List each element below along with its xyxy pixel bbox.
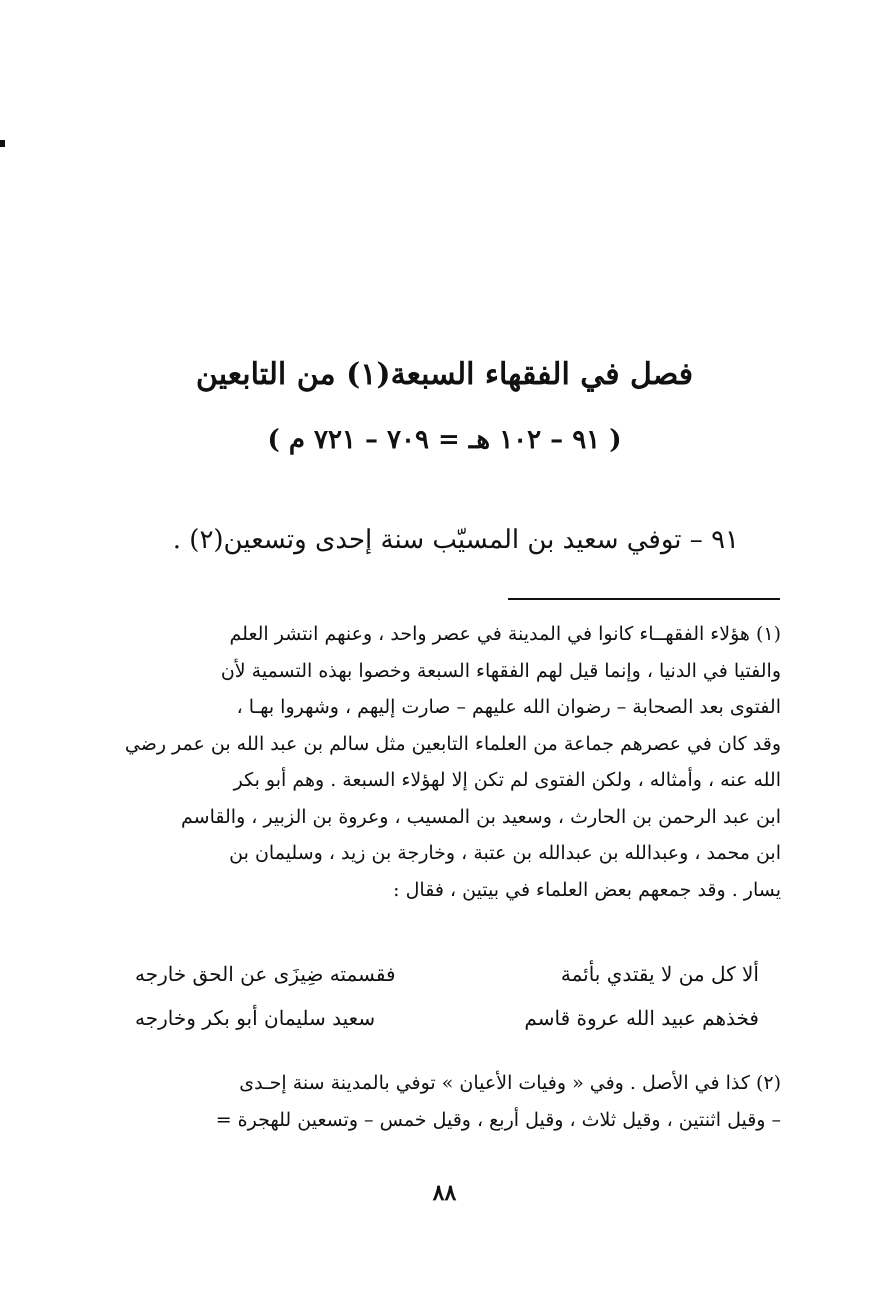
footnote-1-line: وقد كان في عصرهم جماعة من العلماء التابعين مثل سالم بن عبد الله بن عمر رضي	[124, 732, 781, 755]
entry-91: ٩١ – توفي سعيد بن المسيّب سنة إحدى وتسعين(٢) .	[172, 525, 739, 555]
footnote-1-line: ابن عبد الرحمن بن الحارث ، وسعيد بن المسيب ، وعروة بن الزبير ، والقاسم	[181, 805, 781, 828]
poem-first-hemistich: ألا كل من لا يقتدي بأئمة	[560, 962, 759, 986]
poem-second-hemistich: سعيد سليمان أبو بكر وخارجه	[135, 1006, 376, 1030]
chapter-dates: ( ٩١ – ١٠٢ هـ = ٧٠٩ – ٧٢١ م )	[267, 425, 622, 455]
poem-second-hemistich: فقسمته ضِيزَى عن الحق خارجه	[135, 962, 396, 986]
footnote-divider	[508, 598, 780, 600]
footnote-1-line: يسار . وقد جمعهم بعض العلماء في بيتين ، فقال :	[393, 878, 781, 901]
chapter-title: فصل في الفقهاء السبعة(١) من التابعين	[195, 357, 694, 392]
footnote-2-line: – وقيل اثنتين ، وقيل ثلاث ، وقيل أربع ، وقيل خمس – وتسعين للهجرة =	[215, 1108, 781, 1131]
footnote-1-line: والفتيا في الدنيا ، وإنما قيل لهم الفقهاء السبعة وخصوا بهذه التسمية لأن	[220, 659, 781, 682]
footnote-1-line: (١) هؤلاء الفقهــاء كانوا في المدينة في عصر واحد ، وعنهم انتشر العلم	[229, 623, 781, 645]
poem-first-hemistich: فخذهم عبيد الله عروة قاسم	[524, 1006, 759, 1030]
page-number: ٨٨	[432, 1180, 457, 1206]
footnote-2-line: (٢) كذا في الأصل . وفي « وفيات الأعيان » توفي بالمدينة سنة إحـدى	[239, 1072, 781, 1094]
poem	[135, 952, 759, 1040]
footnote-1	[100, 616, 781, 908]
footnote-1-line: الله عنه ، وأمثاله ، ولكن الفتوى لم تكن إلا لهؤلاء السبعة . وهم أبو بكر	[233, 769, 781, 791]
poem-verse	[135, 952, 759, 996]
footnote-1-line: ابن محمد ، وعبدالله بن عبدالله بن عتبة ، وخارجة بن زيد ، وسليمان بن	[229, 842, 781, 864]
footnote-1-line: الفتوى بعد الصحابة – رضوان الله عليهم – صارت إليهم ، وشهروا بهـا ،	[236, 696, 781, 718]
scan-mark	[0, 140, 5, 147]
footnote-2	[100, 1065, 781, 1138]
poem-verse	[135, 996, 759, 1040]
